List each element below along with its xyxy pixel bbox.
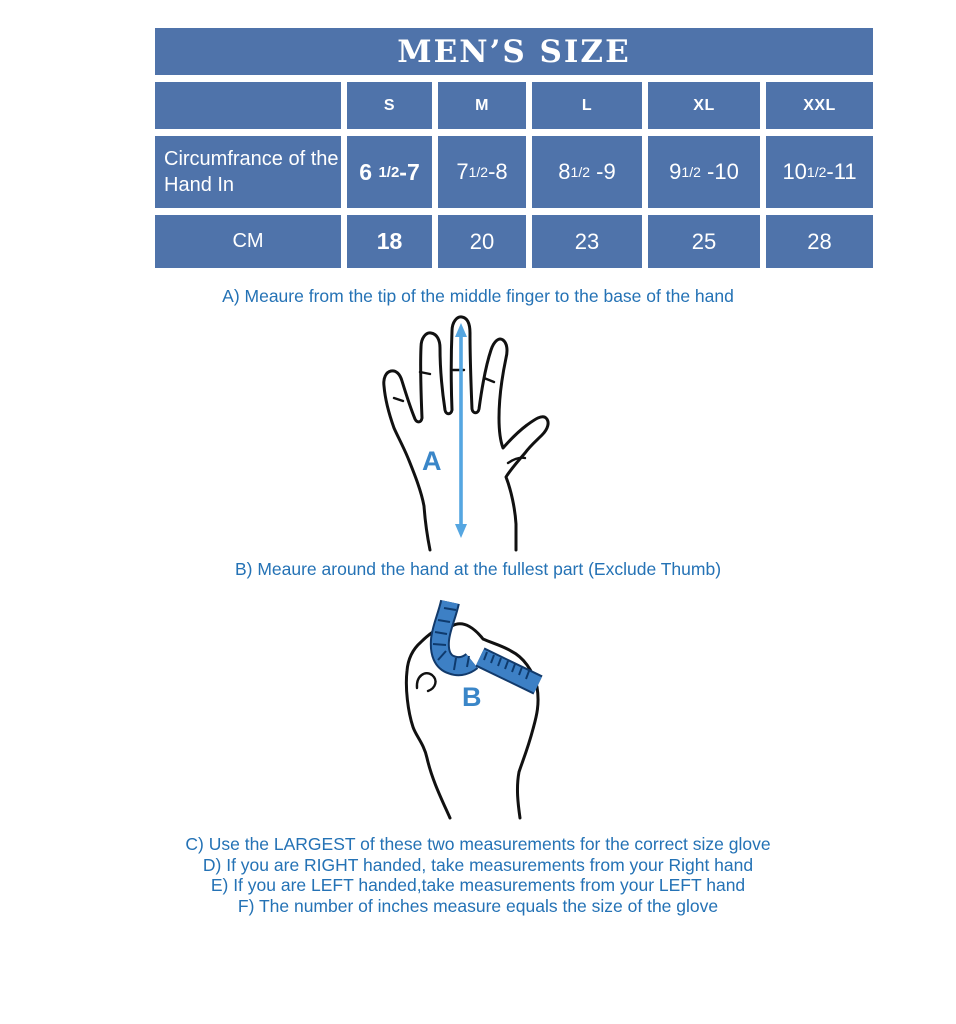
size-col-header: XXL — [766, 82, 873, 129]
size-col-header: S — [347, 82, 432, 129]
size-value-cell: 10 1/2 -11 — [766, 136, 873, 208]
size-table-grid — [155, 82, 873, 268]
instruction-b: B) Meaure around the hand at the fullest part (Exclude Thumb) — [234, 559, 722, 579]
size-col-header: M — [438, 82, 526, 129]
instruction-c: C) Use the LARGEST of these two measurements for the correct size glove — [185, 834, 771, 854]
hand-length-diagram — [358, 310, 598, 555]
hand-circumference-diagram — [380, 588, 600, 823]
notes-block — [7, 834, 949, 916]
table-title: MEN’S SIZE — [155, 28, 873, 75]
size-table — [155, 28, 873, 268]
size-value-cell: 9 1/2 -10 — [648, 136, 760, 208]
open-hand-illustration — [358, 310, 598, 555]
diagram-label-a: A — [422, 446, 442, 476]
instruction-d: D) If you are RIGHT handed, take measurements from your Right hand — [202, 854, 754, 875]
hand-fill — [384, 317, 548, 550]
instruction-a: A) Meaure from the tip of the middle finger to the base of the hand — [222, 286, 734, 306]
corner-cell — [155, 82, 341, 129]
instruction-e: E) If you are LEFT handed,take measurements from your LEFT hand — [210, 875, 746, 896]
row-label: Circumfrance of the Hand In — [155, 136, 341, 208]
cm-value-cell: 20 — [438, 215, 526, 268]
size-col-header: L — [532, 82, 642, 129]
cm-value-cell: 28 — [766, 215, 873, 268]
cm-value-cell: 23 — [532, 215, 642, 268]
instruction-f: F) The number of inches measure equals the size of the glove — [237, 895, 719, 916]
size-value-cell: 7 1/2 -8 — [438, 136, 526, 208]
cm-value-cell: 18 — [347, 215, 432, 268]
cm-value-cell: 25 — [648, 215, 760, 268]
fist-illustration — [380, 588, 600, 823]
size-col-header: XL — [648, 82, 760, 129]
size-value-cell: 6 1/2 -7 — [347, 136, 432, 208]
diagram-label-b: B — [462, 682, 482, 712]
size-value-cell: 8 1/2 -9 — [532, 136, 642, 208]
row-label: CM — [155, 215, 341, 268]
